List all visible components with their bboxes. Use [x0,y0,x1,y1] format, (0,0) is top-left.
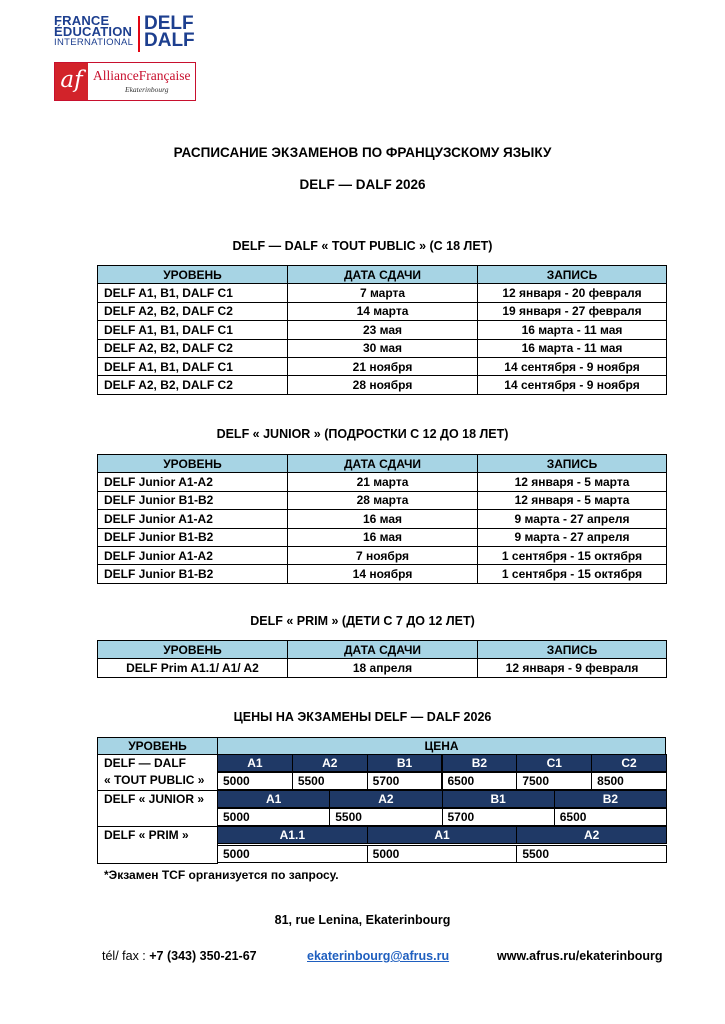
table-row [98,565,667,583]
date-cell: 23 мая [288,321,478,339]
france-education-international-logo [54,15,204,55]
prim-price-cell: 5000 [367,845,518,863]
date-cell: 7 марта [288,284,478,302]
section-heading-prim: DELF « PRIM » (ДЕТИ С 7 ДО 12 ЛЕТ) [250,614,475,628]
registration-cell: 19 января - 27 февраля [478,302,667,320]
section-heading-tout-public: DELF — DALF « TOUT PUBLIC » (С 18 ЛЕТ) [232,239,493,253]
price-table [97,737,666,867]
tout-public-level-cell: A2 [292,754,368,772]
logo-divider [138,16,140,52]
level-cell: DELF Prim A1.1/ A1/ A2 [98,659,288,677]
date-cell: 21 марта [288,473,478,491]
registration-cell: 14 сентября - 9 ноября [478,376,667,394]
prim-level-cell: A2 [516,826,667,844]
fei-line2: ÉDUCATION [54,24,133,39]
schedule-table-tout-public [97,265,667,395]
registration-cell: 12 января - 5 марта [478,491,667,509]
delf-dalf-logo [144,15,195,49]
registration-cell: 16 марта - 11 мая [478,321,667,339]
registration-cell: 1 сентября - 15 октября [478,546,667,564]
prim-price-cell: 5500 [516,845,667,863]
delf-word: DELF [144,13,194,34]
date-cell: 30 мая [288,339,478,357]
price-header: ЦЕНА [217,737,666,755]
section-heading-prices: ЦЕНЫ НА ЭКЗАМЕНЫ DELF — DALF 2026 [233,710,492,724]
level-cell: DELF A1, B1, DALF C1 [98,284,288,302]
table-row [98,376,667,394]
registration-cell: 12 января - 5 марта [478,473,667,491]
alliance-francaise-logo [54,62,196,101]
fei-line1: FRANCE [54,13,110,28]
level-cell: DELF Junior B1-B2 [98,565,288,583]
phone-block [102,949,257,963]
date-cell: 28 ноября [288,376,478,394]
tout-public-price-cell: 5700 [367,772,443,790]
registration-cell: 14 сентября - 9 ноября [478,357,667,375]
tout-public-price-cell: 8500 [591,772,667,790]
price-label-tout-public [97,754,218,791]
junior-price-cell: 5700 [442,808,555,826]
level-cell: DELF A1, B1, DALF C1 [98,357,288,375]
table-row [98,528,667,546]
prim-level-cell: A1 [367,826,518,844]
tout-public-price-cell: 7500 [516,772,592,790]
table-row [98,659,667,677]
date-cell: 18 апреля [288,659,478,677]
level-cell: DELF A1, B1, DALF C1 [98,321,288,339]
table-row [98,302,667,320]
date-cell: 28 марта [288,491,478,509]
level-cell: DELF Junior B1-B2 [98,528,288,546]
tout-public-level-cell: C1 [516,754,592,772]
date-cell: 14 марта [288,302,478,320]
schedule-table-prim [97,640,667,678]
column-header-date: ДАТА СДАЧИ [288,641,478,659]
table-row [98,357,667,375]
prim-price-cell: 5000 [217,845,368,863]
date-cell: 16 мая [288,528,478,546]
tout-public-level-cell: B2 [442,754,518,772]
table-row [98,491,667,509]
tout-public-price-cell: 5000 [217,772,293,790]
registration-cell: 12 января - 9 февраля [478,659,667,677]
tout-public-level-cell: B1 [367,754,443,772]
level-cell: DELF A2, B2, DALF C2 [98,302,288,320]
tout-public-level-cell: C2 [591,754,667,772]
column-header-registration: ЗАПИСЬ [478,641,667,659]
registration-cell: 9 марта - 27 апреля [478,528,667,546]
level-cell: DELF A2, B2, DALF C2 [98,339,288,357]
af-mark: af [55,63,88,100]
phone-label: tél/ fax : [102,949,150,963]
fei-line3: INTERNATIONAL [54,37,134,48]
registration-cell: 16 марта - 11 мая [478,339,667,357]
section-heading-junior: DELF « JUNIOR » (ПОДРОСТКИ С 12 ДО 18 ЛЕТ) [216,427,509,441]
prim-level-cell: A1.1 [217,826,368,844]
junior-price-cell: 5000 [217,808,330,826]
level-cell: DELF Junior A1-A2 [98,510,288,528]
column-header-level: УРОВЕНЬ [98,641,288,659]
price-label-prim: DELF « PRIM » [97,826,218,864]
email-block [307,949,449,963]
price-label-line1: DELF — DALF [104,756,186,770]
dalf-word: DALF [144,30,195,51]
level-cell: DELF Junior B1-B2 [98,491,288,509]
level-cell: DELF A2, B2, DALF C2 [98,376,288,394]
email-link[interactable]: ekaterinbourg@afrus.ru [307,949,450,963]
address: 81, rue Lenina, Ekaterinbourg [274,913,451,927]
registration-cell: 1 сентября - 15 октября [478,565,667,583]
tout-public-price-cell: 6500 [442,772,518,790]
tout-public-price-cell: 5500 [292,772,368,790]
date-cell: 16 мая [288,510,478,528]
column-header-level: УРОВЕНЬ [98,455,288,473]
junior-price-cell: 6500 [554,808,667,826]
page-title: РАСПИСАНИЕ ЭКЗАМЕНОВ ПО ФРАНЦУЗСКОМУ ЯЗЫКУ [173,145,552,160]
column-header-registration: ЗАПИСЬ [478,455,667,473]
level-cell: DELF Junior A1-A2 [98,473,288,491]
table-row [98,339,667,357]
tout-public-level-cell: A1 [217,754,293,772]
website-text: www.afrus.ru/ekaterinbourg [497,949,663,963]
column-header-level: УРОВЕНЬ [98,266,288,284]
page-subtitle: DELF — DALF 2026 [299,177,426,192]
af-name: AllianceFrançaise [93,68,191,83]
junior-level-cell: B2 [554,790,667,808]
registration-cell: 12 января - 20 февраля [478,284,667,302]
date-cell: 7 ноября [288,546,478,564]
table-row [98,284,667,302]
junior-level-cell: A1 [217,790,330,808]
column-header-date: ДАТА СДАЧИ [288,266,478,284]
date-cell: 21 ноября [288,357,478,375]
schedule-table-junior [97,454,667,584]
af-city: Ekaterinbourg [125,85,169,94]
level-cell: DELF Junior A1-A2 [98,546,288,564]
junior-level-cell: A2 [329,790,442,808]
registration-cell: 9 марта - 27 апреля [478,510,667,528]
phone-number: +7 (343) 350-21-67 [149,949,257,963]
date-cell: 14 ноября [288,565,478,583]
column-header-registration: ЗАПИСЬ [478,266,667,284]
junior-price-cell: 5500 [329,808,442,826]
price-label-line2: « TOUT PUBLIC » [104,773,205,787]
column-header-date: ДАТА СДАЧИ [288,455,478,473]
table-row [98,321,667,339]
junior-level-cell: B1 [442,790,555,808]
table-row [98,473,667,491]
price-level-header: УРОВЕНЬ [97,737,218,755]
table-row [98,546,667,564]
price-label-junior: DELF « JUNIOR » [97,790,218,827]
tcf-note: *Экзамен TCF организуется по запросу. [104,868,339,882]
table-row [98,510,667,528]
